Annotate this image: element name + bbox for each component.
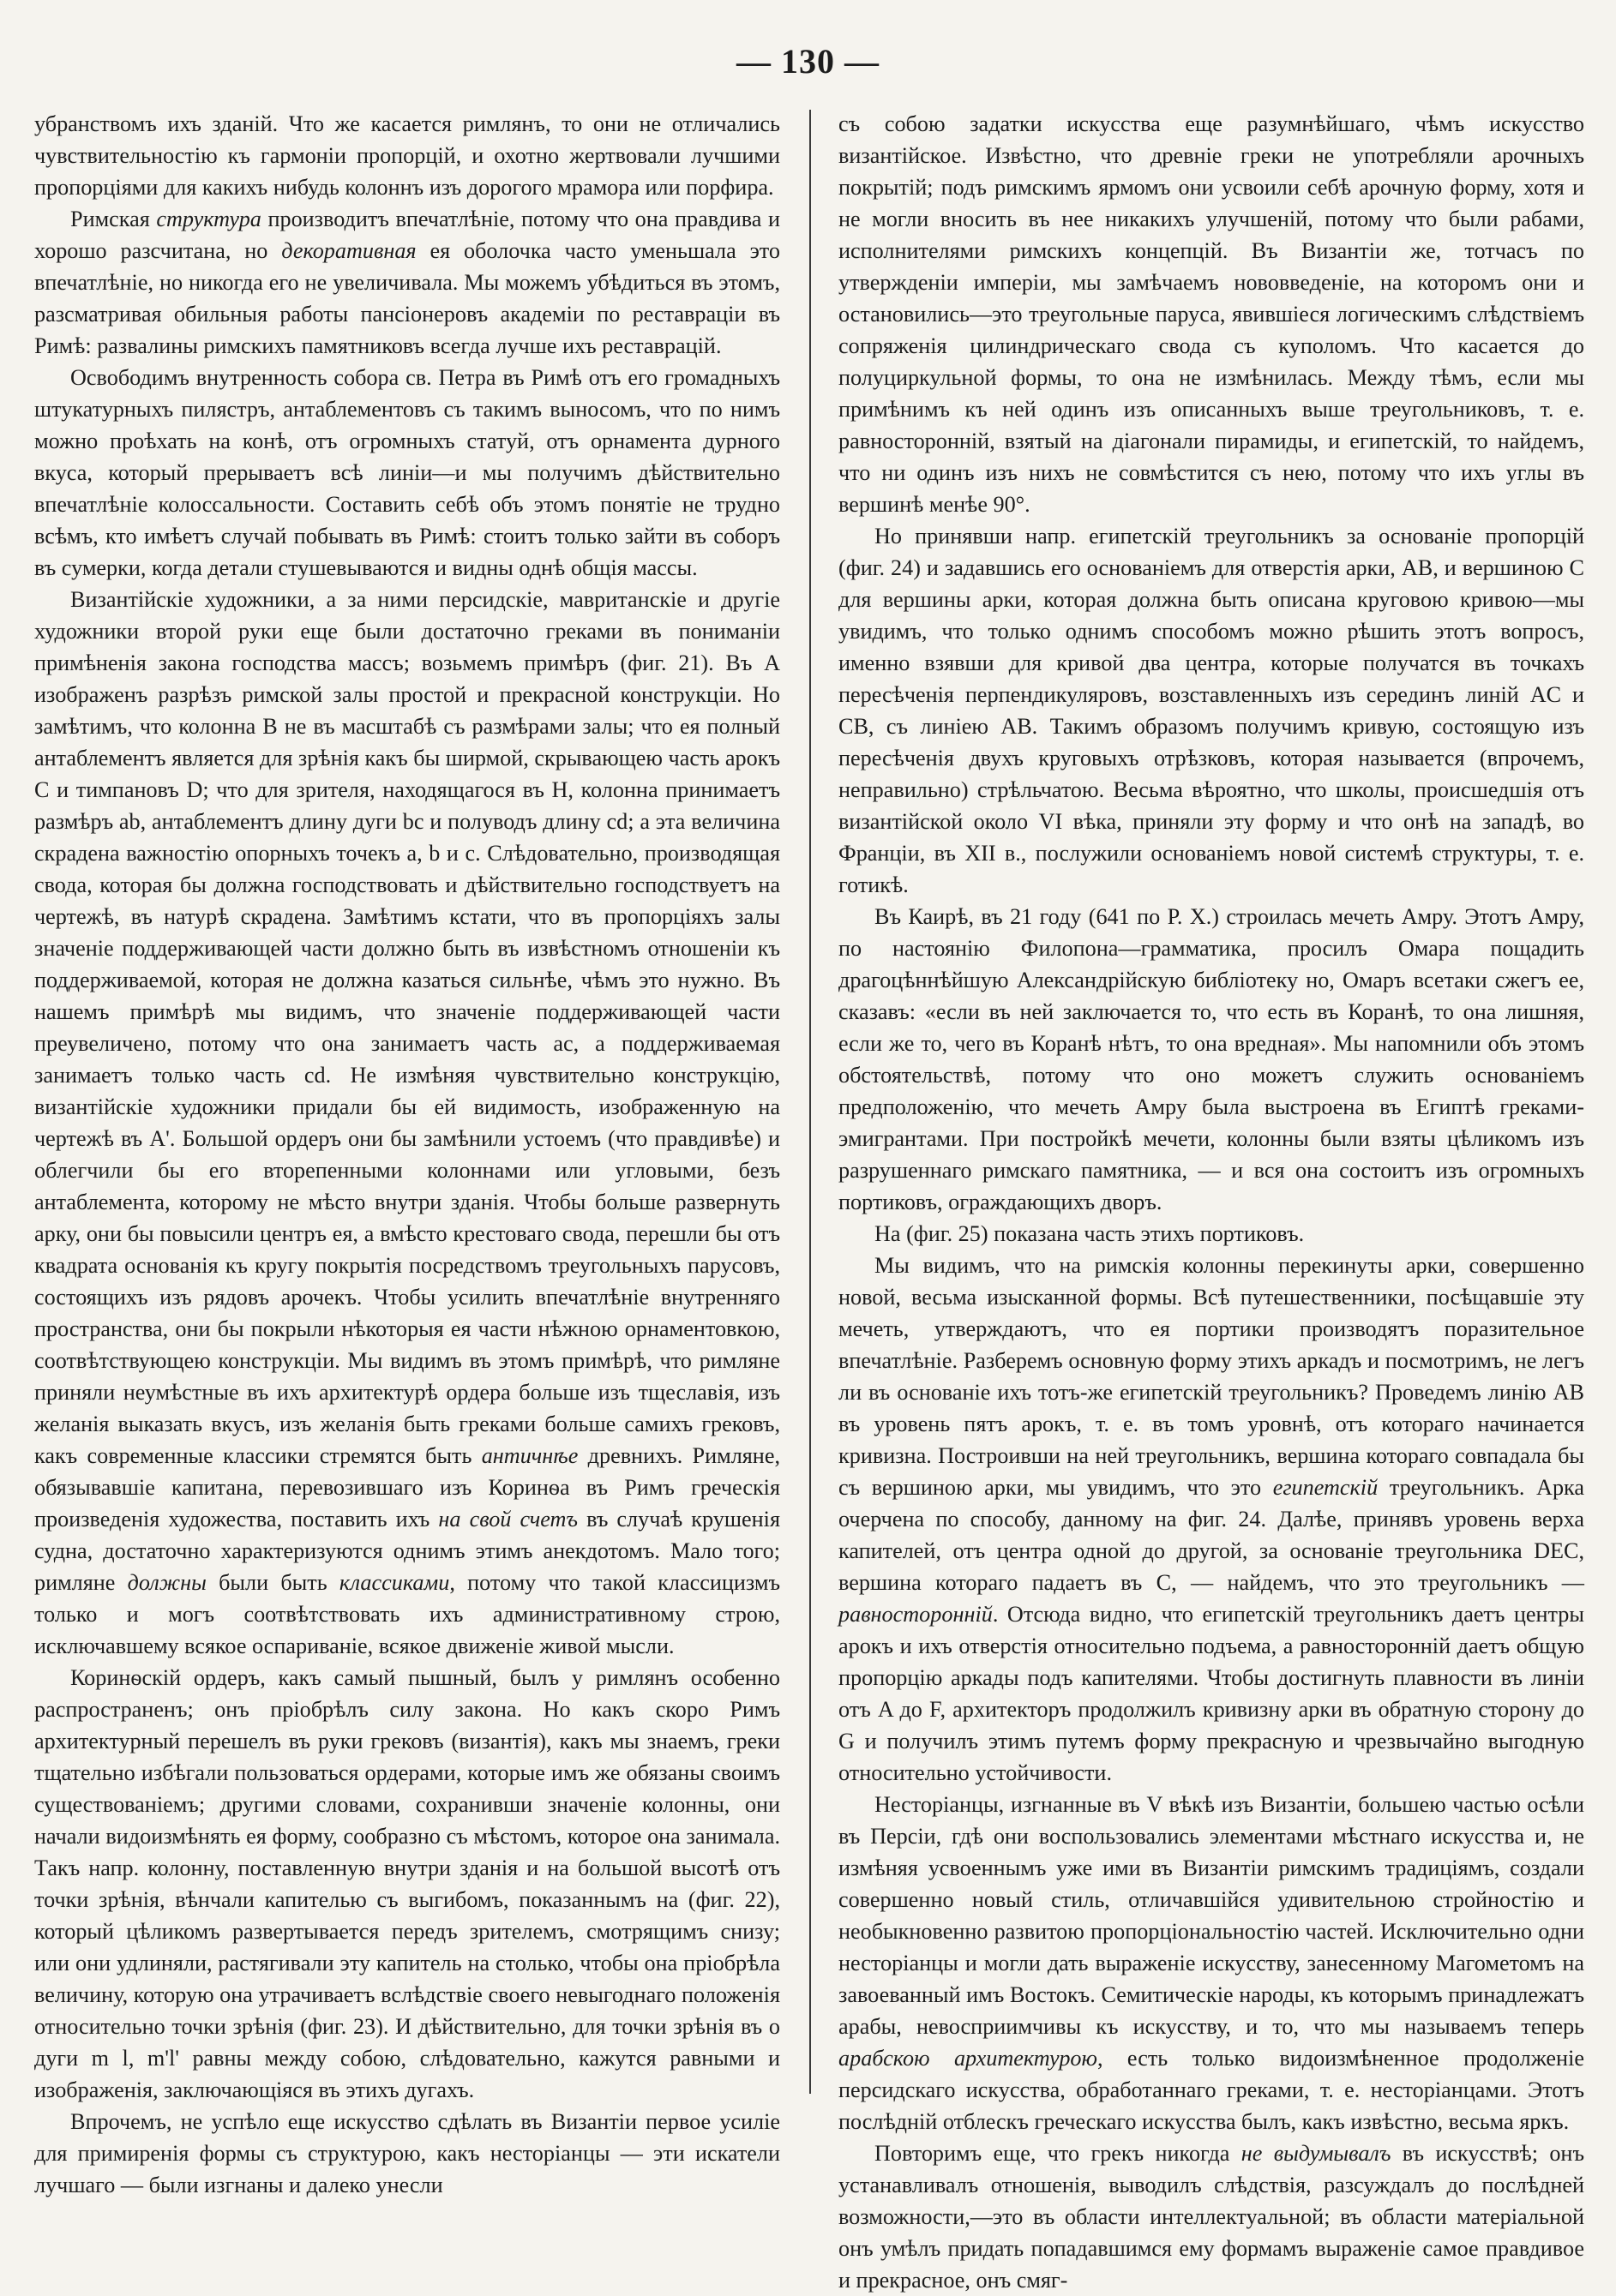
right-column — [838, 108, 1584, 2293]
paragraph-3: Освободимъ внутренность собора св. Петра въ Римѣ отъ его громадныхъ штукатурныхъ пилястръ, антаблементовъ съ такимъ выносомъ, что по нимъ можно проѣхать на конѣ, отъ огромныхъ статуй, отъ орнамента дурного вкуса, который прерываетъ всѣ линіи—и мы получимъ дѣйствительно впечатлѣніе колоссальности. Составить себѣ объ этомъ понятіе не трудно всѣмъ, кто имѣетъ случай побывать въ Римѣ: стоитъ только зайти въ соборъ въ сумерки, когда детали стушевываются и видны однѣ общія массы. — [34, 365, 780, 580]
column-divider — [809, 110, 811, 2094]
paragraph-4: Византійскіе художники, а за ними персидскіе, мавританскіе и другіе художники второй руки еще были достаточно греками въ пониманіи примѣненія закона господства массъ; возьмемъ примѣръ (фиг. 21). Въ A изображенъ разрѣзъ римской залы простой и прекрасной конструкціи. Но замѣтимъ, что колонна B не въ масштабѣ съ размѣрами залы; что ея полный антаблементъ является для зрѣнія какъ бы ширмой, скрывающею часть арокъ C и тимпановъ D; что для зрителя, находящагося въ H, колонна принимаетъ размѣръ ab, антаблементъ длину дуги bc и полуводъ длину cd; а эта величина скрадена важностію опорныхъ точекъ a, b и c. Слѣдовательно, производящая свода, которая бы должна господствовать и дѣйствительно господствуетъ на чертежѣ, въ натурѣ скрадена. Замѣтимъ кстати, что въ пропорціяхъ залы значеніе поддерживающей части должно быть въ извѣстномъ отношеніи къ поддерживаемой, которая не должна казаться сильнѣе, чѣмъ это нужно. Въ нашемъ примѣрѣ мы видимъ, что значеніе поддерживающей части преувеличено, потому что она занимаетъ часть ac, а поддерживаемая занимаетъ только часть cd. Не измѣняя чувствительно конструкцію, византійскіе художники придали бы ей видимость, изображенную на чертежѣ въ A'. Большой ордеръ они бы замѣнили устоемъ (что правдивѣе) и облегчили бы его вторепенными колоннами или угловыми, безъ антаблемента, которому не мѣсто внутри зданія. Чтобы больше развернуть арку, они бы повысили центръ ея, а вмѣсто крестоваго свода, перешли бы отъ квадрата основанія къ кругу покрытія посредствомъ треугольныхъ парусовъ, состоящихъ изъ рядовъ арочекъ. Чтобы усилить впечатлѣніе внутренняго пространства, они бы покрыли нѣкоторыя ея части нѣжною орнаментовкою, соотвѣтствующею конструкціи. Мы видимъ въ этомъ примѣрѣ, что римляне приняли неумѣстные въ ихъ архитектурѣ ордера больше изъ тщеславія, изъ желанія выказать вкусъ, изъ желанія быть греками больше самихъ грековъ, какъ современные классики стремятся быть античнѣе древнихъ. Римляне, обязывавшіе капитана, перевозившаго изъ Коринѳа въ Римъ греческія произведенія художества, поставить ихъ на свой счетъ въ случаѣ крушенія судна, достаточно характеризуются однимъ этимъ анекдотомъ. Мало того; римляне должны были быть классиками, потому что такой классицизмъ только и могъ соотвѣтствовать ихъ административному строю, исключавшему всякое оспариваніе, всякое движеніе живой мысли. — [34, 587, 780, 1658]
paragraph-5: Коринѳскій ордеръ, какъ самый пышный, былъ у римлянъ особенно распространенъ; онъ пріобрѣлъ силу закона. Но какъ скоро Римъ архитектурный перешелъ въ руки грековъ (византія), какъ мы знаемъ, греки тщательно избѣгали пользоваться ордерами, которые имъ же обязаны своимъ существованіемъ; другими словами, сохранивши значеніе колонны, они начали видоизмѣнять ея форму, сообразно съ мѣстомъ, которое она занимала. Такъ напр. колонну, поставленную внутри зданія и на большой высотѣ отъ точки зрѣнія, вѣнчали капителью съ выгибомъ, показаннымъ на (фиг. 22), который цѣликомъ развертывается передъ зрителемъ, смотрящимъ снизу; или они удлиняли, растягивали эту капитель на столько, чтобы она пріобрѣла величину, которую она утрачиваетъ вслѣдствіе своего невыгоднаго положенія относительно точки зрѣнія (фиг. 23). И дѣйствительно, для точки зрѣнія въ o дуги m l, m'l' равны между собою, слѣдовательно, кажутся равными и изображенія, заключающіяся въ этихъ дугахъ. — [34, 1665, 780, 2102]
paragraph-2: Римская структура производитъ впечатлѣніе, потому что она правдива и хорошо разсчитана, но декоративная ея оболочка часто уменьшала это впечатлѣніе, но никогда его не увеличивала. Мы можемъ убѣдиться въ этомъ, разсматривая обильныя работы пансіонеровъ академіи по реставраціи въ Римѣ: развалины римскихъ памятниковъ всегда лучше ихъ реставрацій. — [34, 207, 780, 358]
paragraph-4: На (фиг. 25) показана часть этихъ портиковъ. — [874, 1221, 1305, 1246]
paragraph-6: Впрочемъ, не успѣло еще искусство сдѣлать въ Византіи первое усиліе для примиренія формы съ структурою, какъ несторіанцы — эти искатели лучшаго — были изгнаны и далеко унесли — [34, 2109, 780, 2197]
emphasis-equilateral: равносторонній — [838, 1602, 993, 1627]
paragraph-1: убранствомъ ихъ зданій. Что же касается римлянъ, то они не отличались чувствительностію къ гармоніи пропорцій, и охотно жертвовали лучшими пропорціями для какихъ нибудь колоннъ изъ дорогого мрамора или порфира. — [34, 111, 780, 200]
emphasis-structure: структура — [156, 207, 261, 231]
paragraph-3: Въ Каирѣ, въ 21 году (641 по Р. Х.) строилась мечеть Амру. Этотъ Амру, по настоянію Филопона—грамматика, просилъ Омара пощадить драгоцѣннѣйшую Александрійскую библіотеку но, Омаръ всетаки сжегъ ее, сказавъ: «если въ ней заключается то, что есть въ Коранѣ, то она лишняя, если же то, чего въ Коранѣ нѣтъ, то она вредная». Мы напомнили объ этомъ обстоятельствѣ, потому что оно можетъ служить основаніемъ предположенію, что мечеть Амру была выстроена въ Египтѣ греками-эмигрантами. При постройкѣ мечети, колонны были взяты цѣликомъ изъ разрушеннаго римскаго памятника, — и вся она состоитъ изъ огромныхъ портиковъ, ограждающихъ дворъ. — [838, 904, 1584, 1214]
emphasis-classics: классиками — [339, 1570, 450, 1595]
paragraph-6: Несторіанцы, изгнанные въ V вѣкѣ изъ Византіи, большею частью осѣли въ Персіи, гдѣ они воспользовались элементами мѣстнаго искусства и, не измѣняя усвоеннымъ уже ими въ Византіи римскимъ традиціямъ, создали совершенно новый стиль, отличавшійся удивительною стройностію и необыкновенно развитою пропорціональностію частей. Исключительно одни несторіанцы и могли дать выраженіе искусству, занесенному Магометомъ на завоеванный имъ Востокъ. Семитическіе народы, къ которымъ принадлежатъ арабы, невосприимчивы къ искусству, и то, что мы называемъ теперь арабскою архитектурою, есть только видоизмѣненное продолженіе персидскаго искусства, обработаннаго греками, т. е. несторіанцами. Этотъ послѣдній отблескъ греческаго искусства былъ, какъ извѣстно, весьма яркъ. — [838, 1792, 1584, 2134]
emphasis-antique: античнѣе — [481, 1443, 579, 1468]
left-column — [34, 108, 780, 2197]
paragraph-7: Повторимъ еще, что грекъ никогда не выдумывалъ въ искусствѣ; онъ устанавливалъ отношенія, выводилъ слѣдствія, разсуждалъ до послѣдней возможности,—это въ области интеллектуальной; въ области матеріальной онъ умѣлъ придать попадавшимся ему формамъ выраженіе самое правдивое и прекрасное, онъ смяг- — [838, 2141, 1584, 2293]
paragraph-5: Мы видимъ, что на римскія колонны перекинуты арки, совершенно новой, весьма изысканной формы. Всѣ путешественники, посѣщавшіе эту мечеть, утверждаютъ, что ея портики производятъ поразительное впечатлѣніе. Разберемъ основную форму этихъ аркадъ и посмотримъ, не легъ ли въ основаніе ихъ тотъ-же египетскій треугольникъ? Проведемъ линію AB въ уровень пятъ арокъ, т. е. въ томъ уровнѣ, отъ котораго начинается кривизна. Построивши на ней треугольникъ, вершина котораго совпадала бы съ вершиною арки, мы увидимъ, что это египетскій треугольникъ. Арка очерчена по способу, данному на фиг. 24. Далѣе, принявъ уровень верха капителей, отъ центра одной до другой, за основаніе треугольника DEC, вершина котораго падаетъ въ C, — найдемъ, что это треугольникъ — равносторонній. Отсюда видно, что египетскій треугольникъ даетъ центры арокъ и ихъ отверстія относительно подъема, а равносторонній даетъ общую пропорцію аркады подъ капителями. Чтобы достигнуть плавности въ линіи отъ A до F, архитекторъ продолжилъ кривизну арки въ обратную сторону до G и получилъ этимъ путемъ форму прекрасную и чрезвычайно выгодную относительно устойчивости. — [838, 1253, 1584, 1785]
paragraph-1: съ собою задатки искусства еще разумнѣйшаго, чѣмъ искусство византійское. Извѣстно, что древніе греки не употребляли арочныхъ покрытій; подъ римскимъ ярмомъ они усвоили себѣ арочную форму, хотя и не могли вносить въ нее никакихъ улучшеній, потому что были рабами, исполнителями римскихъ концепцій. Въ Византіи же, тотчасъ по утвержденіи имперіи, мы замѣчаемъ нововведеніе, на которомъ они и остановились—это треугольные паруса, явившіеся логическимъ слѣдствіемъ сопряженія цилиндрическаго свода съ куполомъ. Что касается до полуциркульной формы, то она не измѣнилась. Между тѣмъ, если мы примѣнимъ къ ней одинъ изъ описанныхъ выше треугольниковъ, т. е. равносторонній, взятый на діагонали пирамиды, и египетскій, то найдемъ, что ни одинъ изъ нихъ не совмѣстится съ нею, потому что ихъ углы въ вершинѣ менѣе 90°. — [838, 111, 1584, 517]
emphasis-account: на свой счетъ — [438, 1507, 579, 1532]
emphasis-decorative: декоративная — [281, 238, 417, 263]
emphasis-invented: не выдумывалъ — [1241, 2141, 1391, 2166]
emphasis-egyptian: египетскій — [1272, 1475, 1379, 1500]
emphasis-arabic-architecture: арабскою архитектурою — [838, 2046, 1097, 2071]
emphasis-must: должны — [127, 1570, 207, 1595]
paragraph-2: Но принявши напр. египетскій треугольникъ за основаніе пропорцій (фиг. 24) и задавшись его основаніемъ для отверстія арки, AB, и вершиною C для вершины арки, которая должна быть описана круговою кривою—мы увидимъ, что только однимъ способомъ можно рѣшить этотъ вопросъ, именно взявши для кривой два центра, которые получатся въ точкахъ пересѣченія перпендикуляровъ, возставленныхъ изъ серединъ линій AC и CB, съ линіею AB. Такимъ образомъ получимъ кривую, состоящую изъ пересѣченія двухъ круговыхъ отрѣзковъ, которая называется (впрочемъ, неправильно) стрѣльчатою. Весьма вѣроятно, что школы, происшедшія отъ византійской около VI вѣка, приняли эту форму и что онѣ на западѣ, во Франціи, въ XII в., послужили основаніемъ новой системѣ структуры, т. е. готикѣ. — [838, 524, 1584, 897]
page-number: — 130 — — [736, 42, 880, 81]
